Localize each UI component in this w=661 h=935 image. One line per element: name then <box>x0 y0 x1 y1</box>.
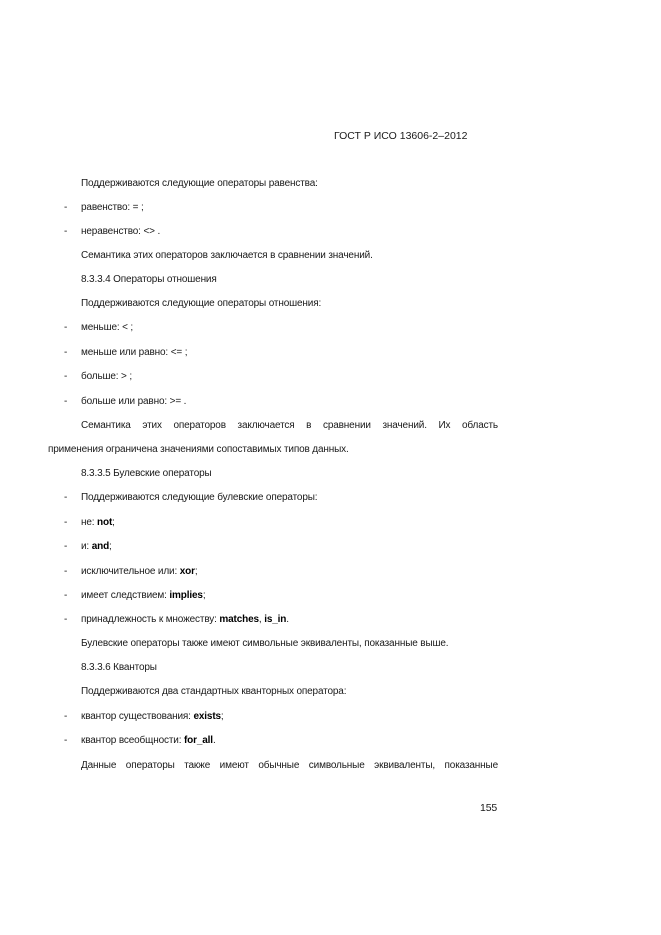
list-item-text: меньше: < ; <box>81 322 134 333</box>
paragraph-quantifier-intro: Поддерживаются два стандартных кванторных оператора: <box>81 686 347 697</box>
operator-keyword: xor <box>179 566 195 577</box>
list-bullet: - <box>64 541 68 552</box>
operator-keyword: matches <box>219 614 259 625</box>
paragraph-relation-semantics-line1: Семантика этих операторов заключается в сравнении значений. Их область <box>81 420 498 431</box>
list-bullet: - <box>64 396 68 407</box>
list-bullet: - <box>64 322 68 333</box>
operator-keyword: not <box>97 517 113 528</box>
list-bullet: - <box>64 517 68 528</box>
list-bullet: - <box>64 566 68 577</box>
list-bullet: - <box>64 590 68 601</box>
operator-keyword: for_all <box>183 735 213 746</box>
list-item-text: не: not; <box>81 517 115 528</box>
paragraph-relation-intro: Поддерживаются следующие операторы отношения: <box>81 298 322 309</box>
list-item-text: неравенство: <> . <box>81 226 161 237</box>
list-bullet: - <box>64 371 68 382</box>
operator-keyword: and <box>91 541 110 552</box>
paragraph-equality-intro: Поддерживаются следующие операторы равенства: <box>81 178 318 189</box>
list-bullet: - <box>64 202 68 213</box>
operator-keyword: is_in <box>264 614 287 625</box>
list-bullet: - <box>64 226 68 237</box>
list-bullet: - <box>64 735 68 746</box>
list-item-text: квантор существования: exists; <box>81 711 224 722</box>
page-header-standard: ГОСТ Р ИСО 13606-2–2012 <box>334 130 468 142</box>
list-item-text: принадлежность к множеству: matches, is_in. <box>81 614 289 625</box>
paragraph-quantifier-equivalents: Данные операторы также имеют обычные символьные эквиваленты, показанные <box>81 760 498 771</box>
page-number: 155 <box>480 802 498 814</box>
list-bullet: - <box>64 492 68 503</box>
section-heading-8336: 8.3.3.6 Кванторы <box>81 662 157 673</box>
paragraph-relation-semantics-line2: применения ограничена значениями сопоставимых типов данных. <box>48 444 349 455</box>
list-item-text: больше или равно: >= . <box>81 396 187 407</box>
section-heading-8335: 8.3.3.5 Булевские операторы <box>81 468 212 479</box>
list-item-text: Поддерживаются следующие булевские операторы: <box>81 492 318 503</box>
operator-keyword: implies <box>169 590 203 601</box>
list-item-text: имеет следствием: implies; <box>81 590 206 601</box>
list-item-text: исключительное или: xor; <box>81 566 198 577</box>
operator-keyword: exists <box>193 711 221 722</box>
list-bullet: - <box>64 711 68 722</box>
list-bullet: - <box>64 614 68 625</box>
list-item-text: и: and; <box>81 541 112 552</box>
list-item-text: меньше или равно: <= ; <box>81 347 188 358</box>
list-item-text: равенство: = ; <box>81 202 144 213</box>
list-bullet: - <box>64 347 68 358</box>
list-item-text: квантор всеобщности: for_all. <box>81 735 216 746</box>
list-item-text: больше: > ; <box>81 371 133 382</box>
paragraph-equality-semantics: Семантика этих операторов заключается в сравнении значений. <box>81 250 373 261</box>
section-heading-8334: 8.3.3.4 Операторы отношения <box>81 274 217 285</box>
paragraph-boolean-equivalents: Булевские операторы также имеют символьные эквиваленты, показанные выше. <box>81 638 449 649</box>
